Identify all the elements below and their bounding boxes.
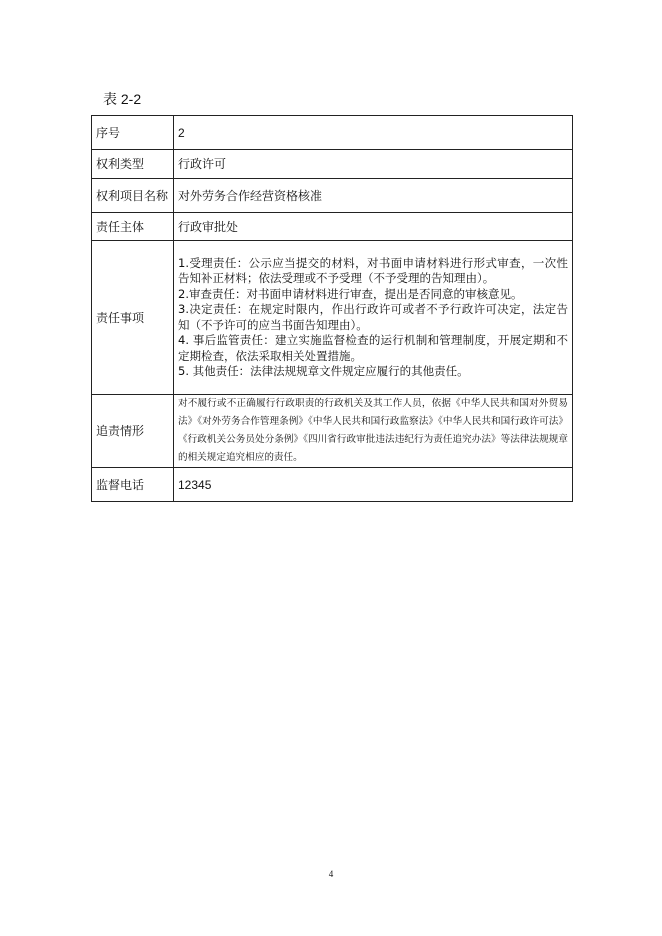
accountability-label: 追责情形 <box>92 395 174 468</box>
table-row <box>92 150 573 179</box>
duty-item: 1.受理责任：公示应当提交的材料，对书面申请材料进行形式审查，一次性告知补正材料；依法受理或不予受理（不予受理的告知理由）。 <box>178 255 568 285</box>
accountability-value <box>174 395 573 468</box>
right-type-value: 行政许可 <box>174 150 573 179</box>
accountability-text: 对不履行或不正确履行行政职责的行政机关及其工作人员，依据《中华人民共和国对外贸易法》《对外劳务合作管理条例》《中华人民共和国行政监察法》《中华人民共和国行政许可法》《行政机关公务员处分条例》《四川省行政审批违法违纪行为责任追究办法》等法律法规规章的相关规定追究相应的责任。 <box>178 398 568 463</box>
table-row <box>92 468 573 502</box>
duty-item: 4. 事后监管责任：建立实施监督检查的运行机制和管理制度，开展定期和不定期检查，依法采取相关处置措施。 <box>178 333 568 363</box>
page-number: 4 <box>328 869 334 879</box>
item-name-value: 对外劳务合作经营资格核准 <box>174 179 573 213</box>
table-row <box>92 241 573 395</box>
duties-value <box>174 241 573 395</box>
serial-value: 2 <box>174 116 573 150</box>
phone-value: 12345 <box>174 468 573 502</box>
phone-label: 监督电话 <box>92 468 174 502</box>
duty-item: 2.审查责任：对书面申请材料进行审查，提出是否同意的审核意见。 <box>178 286 523 301</box>
table-row <box>92 395 573 468</box>
table-row <box>92 179 573 213</box>
duty-item: 5. 其他责任：法律法规规章文件规定应履行的其他责任。 <box>178 364 469 378</box>
subject-value: 行政审批处 <box>174 213 573 241</box>
table-row <box>92 116 573 150</box>
serial-label: 序号 <box>92 116 174 150</box>
item-name-label: 权利项目名称 <box>92 179 174 213</box>
table-caption: 表 2-2 <box>103 91 142 107</box>
duty-item: 3.决定责任：在规定时限内，作出行政许可或者不予行政许可决定，法定告知（不予许可的应当书面告知理由）。 <box>178 302 568 332</box>
table-row <box>92 213 573 241</box>
subject-label: 责任主体 <box>92 213 174 241</box>
duties-label: 责任事项 <box>92 241 174 395</box>
right-type-label: 权利类型 <box>92 150 174 179</box>
responsibility-table <box>91 115 573 502</box>
